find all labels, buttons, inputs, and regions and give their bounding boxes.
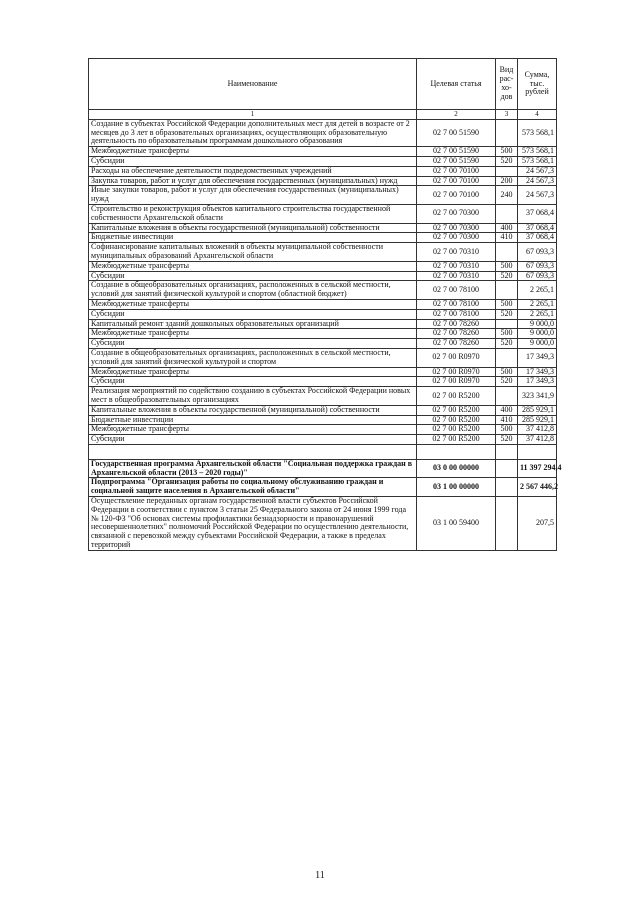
row-name: Капитальный ремонт зданий дошкольных образовательных организаций (89, 319, 417, 329)
row-type (496, 243, 518, 262)
program-sum: 11 397 294,4 (518, 459, 557, 478)
row-name: Капитальные вложения в объекты государственной (муниципальной) собственности (89, 223, 417, 233)
row-code: 02 7 00 R0970 (417, 367, 496, 377)
row-name: Субсидии (89, 156, 417, 166)
row-name: Субсидии (89, 377, 417, 387)
row-sum: 67 093,3 (518, 271, 557, 281)
page-number: 11 (315, 870, 325, 881)
row-type (496, 204, 518, 223)
row-sum: 17 349,3 (518, 348, 557, 367)
row-type (496, 348, 518, 367)
row-sum: 573 568,1 (518, 156, 557, 166)
program-code: 03 0 00 00000 (417, 459, 496, 478)
row-sum: 24 567,3 (518, 176, 557, 186)
row-type: 410 (496, 415, 518, 425)
row-name: Межбюджетные трансферты (89, 329, 417, 339)
row-code: 02 7 00 70100 (417, 176, 496, 186)
row-sum: 285 929,1 (518, 405, 557, 415)
row-type: 200 (496, 176, 518, 186)
row-name: Реализация мероприятий по содействию созданию в субъектах Российской Федерации новых мест в общеобразовательных организациях (89, 387, 417, 406)
row-sum: 573 568,1 (518, 119, 557, 146)
table-header-row (89, 59, 557, 110)
row-code: 02 7 00 R5200 (417, 435, 496, 445)
row-name: Создание в общеобразовательных организациях, расположенных в сельской местности, условий для занятий физической культурой и спортом (областной бюджет) (89, 281, 417, 300)
program-row (89, 459, 557, 478)
row-name: Осуществление переданных органам государственной власти субъектов Российской Федерации в соответствии с пунктом 3 статьи 25 Федерального закона от 24 июня 1999 года № 120-ФЗ "Об основах системы профилактики безнадзорности и правонарушений несовершеннолетних" полномочий Российской Федерации по осуществлению деятельности, связанной с перевозкой между субъектами Российской Федерации, а также в пределах территорий (89, 497, 417, 551)
program-type (496, 459, 518, 478)
row-sum: 37 412,8 (518, 435, 557, 445)
row-sum: 9 000,0 (518, 329, 557, 339)
row-type: 500 (496, 367, 518, 377)
row-name: Субсидии (89, 309, 417, 319)
spacer-cell (89, 444, 417, 459)
row-code: 02 7 00 51590 (417, 156, 496, 166)
row-type: 500 (496, 329, 518, 339)
row-code: 02 7 00 51590 (417, 119, 496, 146)
row-code: 02 7 00 70300 (417, 204, 496, 223)
row-name: Расходы на обеспечение деятельности подведомственных учреждений (89, 166, 417, 176)
row-type: 500 (496, 261, 518, 271)
row-name: Строительство и реконструкция объектов капитального строительства государственной собственности Архангельской области (89, 204, 417, 223)
row-sum: 67 093,3 (518, 261, 557, 271)
table-row (89, 119, 557, 146)
table-row (89, 387, 557, 406)
row-name: Межбюджетные трансферты (89, 147, 417, 157)
column-number: 4 (518, 110, 557, 120)
row-sum: 24 567,3 (518, 166, 557, 176)
row-code: 02 7 00 70100 (417, 166, 496, 176)
row-code: 02 7 00 R0970 (417, 377, 496, 387)
row-code: 02 7 00 78100 (417, 299, 496, 309)
subprogram-row (89, 478, 557, 497)
header-sum: Сумма, тыс. рублей (518, 59, 557, 110)
row-type: 520 (496, 271, 518, 281)
table-row (89, 405, 557, 415)
row-sum: 285 929,1 (518, 415, 557, 425)
spacer-cell (518, 444, 557, 459)
row-code: 02 7 00 70100 (417, 186, 496, 205)
row-code: 02 7 00 78260 (417, 329, 496, 339)
row-name: Закупка товаров, работ и услуг для обеспечения государственных (муниципальных) нужд (89, 176, 417, 186)
row-sum: 37 412,8 (518, 425, 557, 435)
row-code: 02 7 00 R5200 (417, 405, 496, 415)
row-name: Субсидии (89, 339, 417, 349)
row-sum: 17 349,3 (518, 377, 557, 387)
row-type (496, 281, 518, 300)
row-type: 520 (496, 339, 518, 349)
table-row (89, 329, 557, 339)
spacer-cell (417, 444, 496, 459)
table-row (89, 299, 557, 309)
table-row (89, 367, 557, 377)
row-name: Межбюджетные трансферты (89, 425, 417, 435)
row-type: 520 (496, 377, 518, 387)
table-row (89, 147, 557, 157)
row-sum: 17 349,3 (518, 367, 557, 377)
header-type: Вид рас-хо-дов (496, 59, 518, 110)
subprogram-name: Подпрограмма "Организация работы по социальному обслуживанию граждан и социальной защите населения в Архангельской области" (89, 478, 417, 497)
table-row (89, 243, 557, 262)
row-name: Субсидии (89, 435, 417, 445)
row-name: Создание в общеобразовательных организациях, расположенных в сельской местности, условий для занятий физической культурой и спортом (89, 348, 417, 367)
row-code: 02 7 00 78260 (417, 339, 496, 349)
row-type: 500 (496, 147, 518, 157)
row-code: 02 7 00 R0970 (417, 348, 496, 367)
table-body (89, 119, 557, 444)
table-row (89, 497, 557, 551)
row-sum: 573 568,1 (518, 147, 557, 157)
row-sum: 37 068,4 (518, 233, 557, 243)
row-name: Иные закупки товаров, работ и услуг для обеспечения государственных (муниципальных) нужд (89, 186, 417, 205)
table-row (89, 204, 557, 223)
row-sum: 37 068,4 (518, 223, 557, 233)
row-type: 500 (496, 425, 518, 435)
row-name: Бюджетные инвестиции (89, 233, 417, 243)
row-type: 410 (496, 233, 518, 243)
row-sum: 2 265,1 (518, 281, 557, 300)
row-code: 02 7 00 78260 (417, 319, 496, 329)
header-name: Наименование (89, 59, 417, 110)
row-code: 02 7 00 70310 (417, 261, 496, 271)
row-type: 400 (496, 223, 518, 233)
table-row (89, 435, 557, 445)
row-name: Межбюджетные трансферты (89, 261, 417, 271)
row-code: 02 7 00 R5200 (417, 387, 496, 406)
row-type: 520 (496, 309, 518, 319)
row-type: 520 (496, 435, 518, 445)
column-number: 1 (89, 110, 417, 120)
header-code: Целевая статья (417, 59, 496, 110)
row-type: 400 (496, 405, 518, 415)
row-sum: 2 265,1 (518, 309, 557, 319)
row-type: 500 (496, 299, 518, 309)
table-row (89, 156, 557, 166)
table-row (89, 281, 557, 300)
row-name: Создание в субъектах Российской Федерации дополнительных мест для детей в возрасте от 2 месяцев до 3 лет в образовательных организациях, осуществляющих образовательную деятельность по образовательным программам дошкольного образования (89, 119, 417, 146)
row-code: 02 7 00 78100 (417, 309, 496, 319)
row-code: 02 7 00 51590 (417, 147, 496, 157)
row-type: 520 (496, 156, 518, 166)
table-row (89, 186, 557, 205)
row-code: 02 7 00 70310 (417, 243, 496, 262)
spacer-cell (496, 444, 518, 459)
table-row (89, 425, 557, 435)
row-type (496, 497, 518, 551)
table-row (89, 348, 557, 367)
table-row (89, 166, 557, 176)
row-name: Межбюджетные трансферты (89, 367, 417, 377)
row-code: 02 7 00 R5200 (417, 415, 496, 425)
column-number: 2 (417, 110, 496, 120)
row-name: Субсидии (89, 271, 417, 281)
row-sum: 323 341,9 (518, 387, 557, 406)
subprogram-sum: 2 567 446,2 (518, 478, 557, 497)
row-code: 03 1 00 59400 (417, 497, 496, 551)
row-code: 02 7 00 70310 (417, 271, 496, 281)
row-sum: 24 567,3 (518, 186, 557, 205)
subprogram-code: 03 1 00 00000 (417, 478, 496, 497)
row-name: Софинансирование капитальных вложений в объекты муниципальной собственности муниципальных образований Архангельской области (89, 243, 417, 262)
row-type (496, 387, 518, 406)
row-type: 240 (496, 186, 518, 205)
row-sum: 9 000,0 (518, 339, 557, 349)
row-type (496, 119, 518, 146)
program-name: Государственная программа Архангельской области "Социальная поддержка граждан в Архангельской области (2013 – 2020 годы)" (89, 459, 417, 478)
row-sum: 37 068,4 (518, 204, 557, 223)
table-row (89, 309, 557, 319)
table-row (89, 339, 557, 349)
row-sum: 2 265,1 (518, 299, 557, 309)
budget-table (88, 58, 562, 551)
row-code: 02 7 00 70300 (417, 223, 496, 233)
row-code: 02 7 00 70300 (417, 233, 496, 243)
column-number-row (89, 110, 557, 120)
row-sum: 207,5 (518, 497, 557, 551)
row-type (496, 166, 518, 176)
row-code: 02 7 00 78100 (417, 281, 496, 300)
subprogram-type (496, 478, 518, 497)
row-name: Бюджетные инвестиции (89, 415, 417, 425)
row-code: 02 7 00 R5200 (417, 425, 496, 435)
row-sum: 67 093,3 (518, 243, 557, 262)
table-row (89, 261, 557, 271)
row-sum: 9 000,0 (518, 319, 557, 329)
row-name: Межбюджетные трансферты (89, 299, 417, 309)
spacer-row (89, 444, 557, 459)
column-number: 3 (496, 110, 518, 120)
row-name: Капитальные вложения в объекты государственной (муниципальной) собственности (89, 405, 417, 415)
